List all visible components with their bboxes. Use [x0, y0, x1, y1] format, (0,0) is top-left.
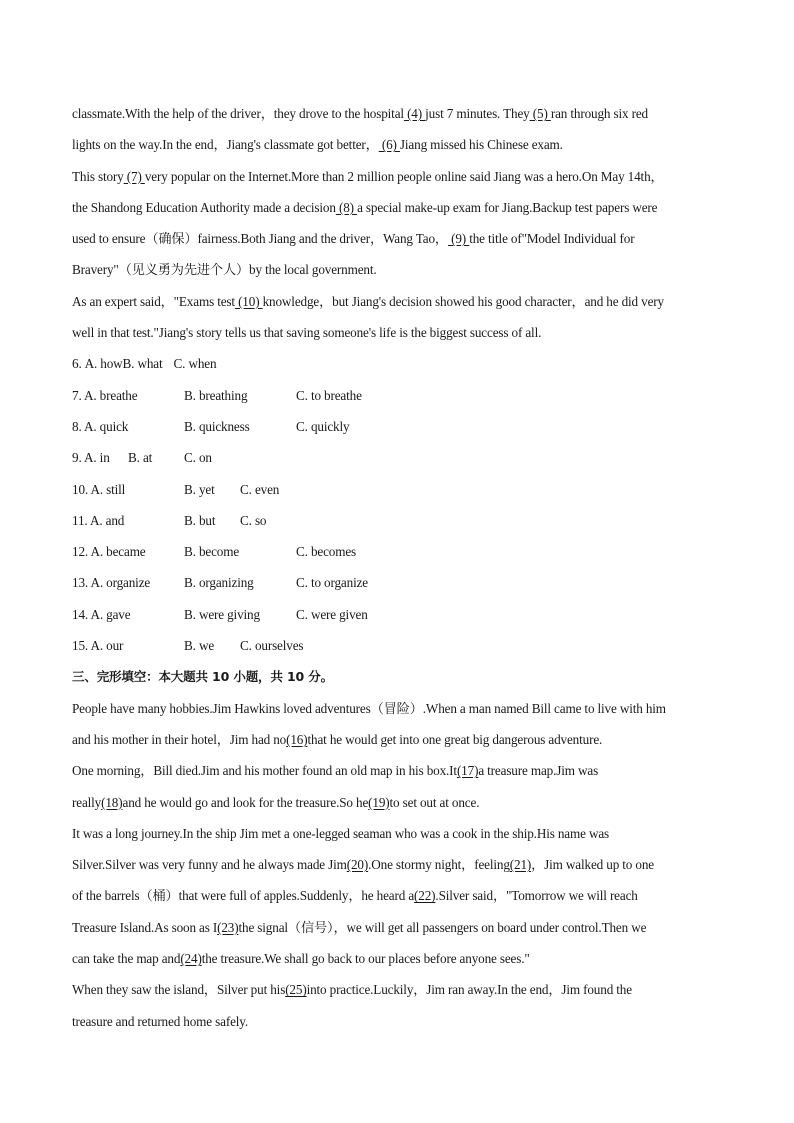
- option-a: A. our: [90, 638, 124, 654]
- blank-24: (24): [180, 951, 202, 967]
- text-line: the Shandong Education Authority made a decision (8) a special make-up exam for Jiang.Backup test papers were: [72, 199, 658, 215]
- text-line: well in that test."Jiang's story tells us that saving someone's life is the biggest success of all.: [72, 325, 542, 341]
- option-row-11: 11. A. and B. but C. so: [72, 505, 728, 536]
- blank-9: (9): [447, 231, 470, 247]
- option-row-6: 6. A. howB. what C. when: [72, 356, 217, 372]
- text-line: Bravery"（见义勇为先进个人）by the local government.: [72, 262, 377, 278]
- option-row-12: 12. A. became B. become C. becomes: [72, 536, 728, 567]
- blank-22: (22): [414, 888, 436, 904]
- text-line: This story (7) very popular on the Internet.More than 2 million people online said Jiang was a hero.On May 14th，: [72, 168, 664, 184]
- option-b: B. yet: [184, 481, 215, 497]
- blank-4: (4): [403, 106, 426, 121]
- option-c: C. were given: [296, 606, 368, 622]
- option-b: B. at: [128, 450, 153, 466]
- text-line: and his mother in their hotel，Jim had no(16)that he would get into one great big dangerous adventure.: [72, 731, 603, 747]
- text-line: People have many hobbies.Jim Hawkins loved adventures（冒险）.When a man named Bill came to live with him: [72, 700, 666, 716]
- option-b: B. we: [184, 638, 215, 654]
- option-c: C. when: [173, 356, 217, 372]
- text-line: can take the map and(24)the treasure.We shall go back to our places before anyone sees.": [72, 951, 530, 967]
- blank-10: (10): [234, 293, 263, 309]
- option-row-9: 9. A. in B. at C. on: [72, 442, 728, 473]
- option-c: C. to breathe: [296, 387, 362, 403]
- text-line: treasure and returned home safely.: [72, 1013, 249, 1029]
- option-c: C. so: [240, 512, 267, 528]
- option-c: C. even: [240, 481, 280, 497]
- option-a: A. in: [84, 450, 110, 466]
- blank-17: (17): [456, 763, 479, 779]
- option-row-15: 15. A. our B. we C. ourselves: [72, 630, 728, 661]
- blank-6: (6): [378, 137, 400, 153]
- text-line: of the barrels（桶）that were full of apples.Suddenly，he heard a(22).Silver said，"Tomorrow we will reach: [72, 888, 638, 904]
- text-line: One morning，Bill died.Jim and his mother found an old map in his box.It(17)a treasure map.Jim was: [72, 763, 599, 779]
- text-line: Treasure Island.As soon as I(23)the signal（信号），we will get all passengers on board under control.Then we: [72, 919, 647, 935]
- text-line: It was a long journey.In the ship Jim met a one-legged seaman who was a cook in the ship.His name was: [72, 825, 610, 841]
- option-c: C. ourselves: [240, 638, 304, 654]
- option-a: A. became: [90, 544, 146, 560]
- passage-1: [72, 98, 728, 348]
- blank-18: (18): [101, 794, 123, 810]
- option-row-8: 8. A. quick B. quickness C. quickly: [72, 411, 728, 442]
- option-b: B. but: [184, 512, 216, 528]
- option-c: C. on: [184, 450, 212, 466]
- text-line: As an expert said，"Exams test (10) knowledge，but Jiang's decision showed his good character，and he did very: [72, 293, 664, 309]
- passage-2: [72, 693, 728, 1037]
- text-line: used to ensure（确保）fairness.Both Jiang and the driver，Wang Tao， (9) the title of"Model Individual for: [72, 231, 635, 247]
- option-a: A. organize: [90, 575, 151, 591]
- option-b: B. organizing: [184, 575, 254, 591]
- blank-16: (16): [286, 731, 308, 747]
- option-a: A. breathe: [84, 387, 138, 403]
- option-a: A. and: [89, 512, 125, 528]
- blank-25: (25): [285, 982, 307, 998]
- option-a: A. gave: [90, 606, 131, 622]
- text-line: When they saw the island，Silver put his(25)into practice.Luckily，Jim ran away.In the end，Jim found the: [72, 982, 632, 998]
- option-a: A. how: [84, 356, 123, 372]
- text-line: Silver.Silver was very funny and he always made Jim(20).One stormy night，feeling(21)，Jim walked up to one: [72, 857, 654, 873]
- option-c: C. quickly: [296, 418, 350, 434]
- blank-8: (8): [335, 199, 358, 215]
- option-a: A. still: [90, 481, 126, 497]
- blank-19: (19): [368, 794, 390, 810]
- text-line: lights on the way.In the end，Jiang's classmate got better， (6) Jiang missed his Chinese exam.: [72, 137, 563, 153]
- option-b: B. what: [122, 356, 163, 372]
- text-line: really(18)and he would go and look for the treasure.So he(19)to set out at once.: [72, 794, 480, 810]
- option-a: A. quick: [84, 418, 129, 434]
- option-b: B. were giving: [184, 606, 260, 622]
- blank-5: (5): [529, 106, 551, 121]
- option-b: B. breathing: [184, 387, 248, 403]
- option-b: B. quickness: [184, 418, 250, 434]
- document-page: [72, 98, 728, 1037]
- option-row-13: 13. A. organize B. organizing C. to organize: [72, 567, 728, 598]
- option-row-14: 14. A. gave B. were giving C. were given: [72, 599, 728, 630]
- option-row-10: 10. A. still B. yet C. even: [72, 474, 728, 505]
- option-b: B. become: [184, 544, 240, 560]
- blank-21: (21): [509, 857, 532, 873]
- option-c: C. becomes: [296, 544, 357, 560]
- blank-7: (7): [123, 168, 145, 184]
- text-line: classmate.With the help of the driver，they drove to the hospital (4) just 7 minutes. They (5) ran through six red: [72, 106, 648, 121]
- option-c: C. to organize: [296, 575, 369, 591]
- blank-23: (23): [217, 919, 239, 935]
- section-heading: 三、完形填空：本大题共 10 小题，共 10 分。: [72, 669, 333, 685]
- option-row-7: 7. A. breathe B. breathing C. to breathe: [72, 380, 728, 411]
- answer-options: [72, 348, 728, 661]
- blank-20: (20): [346, 857, 369, 873]
